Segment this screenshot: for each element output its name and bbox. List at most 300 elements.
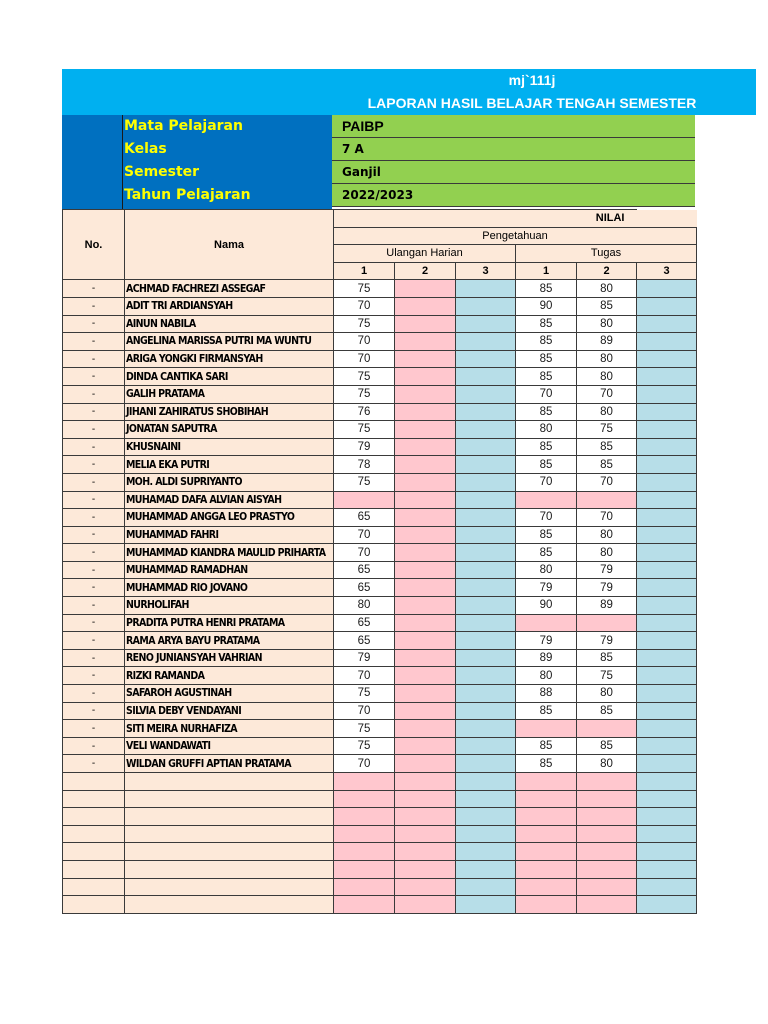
tugas-1-cell[interactable]: 79 bbox=[516, 579, 577, 597]
header-ulangan-harian: Ulangan Harian bbox=[334, 245, 516, 263]
blank-cell[interactable] bbox=[456, 843, 516, 861]
tugas-2-cell[interactable] bbox=[577, 614, 637, 632]
row-no: - bbox=[63, 350, 125, 368]
header-tugas-2: 2 bbox=[577, 262, 637, 280]
tugas-1-cell[interactable]: 85 bbox=[516, 315, 577, 333]
header-uh-1: 1 bbox=[334, 262, 395, 280]
uh-3-cell[interactable] bbox=[456, 720, 516, 738]
row-no: - bbox=[63, 333, 125, 351]
uh-1-cell[interactable]: 75 bbox=[334, 385, 395, 403]
blank-cell[interactable] bbox=[637, 773, 697, 791]
blank-cell[interactable] bbox=[334, 808, 395, 826]
blank-cell bbox=[63, 896, 125, 914]
header-nilai-extra bbox=[637, 210, 697, 228]
tugas-1-cell[interactable]: 79 bbox=[516, 632, 577, 650]
blank-cell[interactable] bbox=[577, 773, 637, 791]
tugas-2-cell[interactable]: 85 bbox=[577, 702, 637, 720]
uh-1-cell[interactable]: 75 bbox=[334, 737, 395, 755]
uh-1-cell[interactable]: 70 bbox=[334, 526, 395, 544]
blank-cell[interactable] bbox=[577, 878, 637, 896]
tugas-1-cell[interactable]: 85 bbox=[516, 438, 577, 456]
tugas-2-cell[interactable]: 70 bbox=[577, 385, 637, 403]
uh-2-cell[interactable] bbox=[395, 667, 456, 685]
tugas-3-cell[interactable] bbox=[637, 456, 697, 474]
tugas-3-cell[interactable] bbox=[637, 544, 697, 562]
row-no: - bbox=[63, 561, 125, 579]
table-row bbox=[63, 438, 697, 456]
blank-cell[interactable] bbox=[637, 860, 697, 878]
row-no: - bbox=[63, 438, 125, 456]
tugas-2-cell[interactable]: 89 bbox=[577, 333, 637, 351]
tugas-2-cell[interactable]: 80 bbox=[577, 685, 637, 703]
uh-3-cell[interactable] bbox=[456, 280, 516, 298]
uh-3-cell[interactable] bbox=[456, 702, 516, 720]
tugas-2-cell[interactable]: 80 bbox=[577, 350, 637, 368]
tugas-2-cell[interactable]: 75 bbox=[577, 667, 637, 685]
tugas-1-cell[interactable]: 85 bbox=[516, 737, 577, 755]
tugas-1-cell[interactable]: 80 bbox=[516, 667, 577, 685]
uh-3-cell[interactable] bbox=[456, 456, 516, 474]
tugas-2-cell[interactable]: 70 bbox=[577, 473, 637, 491]
uh-2-cell[interactable] bbox=[395, 421, 456, 439]
blank-cell[interactable] bbox=[334, 790, 395, 808]
blank-cell bbox=[125, 825, 334, 843]
blank-cell[interactable] bbox=[637, 808, 697, 826]
table-row bbox=[63, 491, 697, 509]
blank-cell bbox=[125, 808, 334, 826]
blank-cell[interactable] bbox=[334, 860, 395, 878]
tugas-2-cell[interactable]: 85 bbox=[577, 297, 637, 315]
value-mata-pelajaran: PAIBP bbox=[342, 118, 384, 134]
report-code: mj`111j bbox=[508, 72, 556, 88]
row-no: - bbox=[63, 667, 125, 685]
uh-2-cell[interactable] bbox=[395, 315, 456, 333]
tugas-1-cell[interactable]: 85 bbox=[516, 544, 577, 562]
blank-cell[interactable] bbox=[395, 808, 456, 826]
uh-2-cell[interactable] bbox=[395, 632, 456, 650]
blank-cell[interactable] bbox=[395, 896, 456, 914]
blank-row bbox=[63, 825, 697, 843]
tugas-2-cell[interactable] bbox=[577, 491, 637, 509]
tugas-3-cell[interactable] bbox=[637, 403, 697, 421]
tugas-2-cell[interactable]: 80 bbox=[577, 755, 637, 773]
report-banner bbox=[62, 69, 756, 115]
blank-cell bbox=[125, 773, 334, 791]
blank-row bbox=[63, 843, 697, 861]
uh-3-cell[interactable] bbox=[456, 333, 516, 351]
student-name: NURHOLIFAH bbox=[125, 597, 334, 615]
info-panel bbox=[62, 115, 695, 209]
tugas-3-cell[interactable] bbox=[637, 614, 697, 632]
uh-3-cell[interactable] bbox=[456, 350, 516, 368]
row-no: - bbox=[63, 544, 125, 562]
blank-cell[interactable] bbox=[456, 896, 516, 914]
blank-cell[interactable] bbox=[577, 825, 637, 843]
uh-1-cell[interactable]: 70 bbox=[334, 702, 395, 720]
value-semester: Ganjil bbox=[342, 165, 381, 179]
blank-cell[interactable] bbox=[516, 896, 577, 914]
uh-2-cell[interactable] bbox=[395, 702, 456, 720]
header-uh-3: 3 bbox=[456, 262, 516, 280]
tugas-1-cell[interactable]: 85 bbox=[516, 702, 577, 720]
blank-cell[interactable] bbox=[395, 825, 456, 843]
tugas-2-cell[interactable]: 80 bbox=[577, 280, 637, 298]
uh-3-cell[interactable] bbox=[456, 385, 516, 403]
uh-2-cell[interactable] bbox=[395, 456, 456, 474]
tugas-2-cell[interactable]: 80 bbox=[577, 526, 637, 544]
tugas-3-cell[interactable] bbox=[637, 315, 697, 333]
tugas-3-cell[interactable] bbox=[637, 597, 697, 615]
header-tugas-1: 1 bbox=[516, 262, 577, 280]
row-no: - bbox=[63, 720, 125, 738]
tugas-3-cell[interactable] bbox=[637, 667, 697, 685]
tugas-3-cell[interactable] bbox=[637, 438, 697, 456]
table-row bbox=[63, 561, 697, 579]
uh-2-cell[interactable] bbox=[395, 737, 456, 755]
uh-2-cell[interactable] bbox=[395, 720, 456, 738]
tugas-2-cell[interactable]: 75 bbox=[577, 421, 637, 439]
uh-1-cell[interactable]: 78 bbox=[334, 456, 395, 474]
uh-1-cell[interactable]: 65 bbox=[334, 632, 395, 650]
uh-1-cell[interactable]: 70 bbox=[334, 297, 395, 315]
blank-row bbox=[63, 773, 697, 791]
uh-1-cell[interactable]: 75 bbox=[334, 685, 395, 703]
tugas-3-cell[interactable] bbox=[637, 333, 697, 351]
uh-1-cell[interactable]: 70 bbox=[334, 333, 395, 351]
uh-2-cell[interactable] bbox=[395, 649, 456, 667]
uh-2-cell[interactable] bbox=[395, 685, 456, 703]
student-name: JIHANI ZAHIRATUS SHOBIHAH bbox=[125, 403, 334, 421]
blank-cell[interactable] bbox=[637, 896, 697, 914]
uh-1-cell[interactable]: 75 bbox=[334, 473, 395, 491]
uh-1-cell[interactable]: 75 bbox=[334, 421, 395, 439]
tugas-3-cell[interactable] bbox=[637, 509, 697, 527]
value-kelas-cell[interactable] bbox=[332, 138, 695, 161]
label-kelas: Kelas bbox=[124, 141, 167, 157]
row-no: - bbox=[63, 315, 125, 333]
tugas-1-cell[interactable]: 70 bbox=[516, 509, 577, 527]
blank-cell[interactable] bbox=[516, 860, 577, 878]
tugas-1-cell[interactable]: 70 bbox=[516, 385, 577, 403]
uh-3-cell[interactable] bbox=[456, 473, 516, 491]
tugas-3-cell[interactable] bbox=[637, 737, 697, 755]
uh-1-cell[interactable]: 70 bbox=[334, 755, 395, 773]
blank-cell[interactable] bbox=[516, 878, 577, 896]
tugas-2-cell[interactable]: 80 bbox=[577, 368, 637, 386]
uh-3-cell[interactable] bbox=[456, 597, 516, 615]
tugas-3-cell[interactable] bbox=[637, 720, 697, 738]
blank-cell[interactable] bbox=[334, 878, 395, 896]
blank-cell[interactable] bbox=[577, 790, 637, 808]
table-row bbox=[63, 350, 697, 368]
uh-1-cell[interactable]: 70 bbox=[334, 350, 395, 368]
uh-3-cell[interactable] bbox=[456, 438, 516, 456]
uh-1-cell[interactable]: 75 bbox=[334, 720, 395, 738]
uh-2-cell[interactable] bbox=[395, 368, 456, 386]
header-tugas: Tugas bbox=[516, 245, 697, 263]
uh-2-cell[interactable] bbox=[395, 350, 456, 368]
tugas-3-cell[interactable] bbox=[637, 421, 697, 439]
uh-3-cell[interactable] bbox=[456, 649, 516, 667]
uh-2-cell[interactable] bbox=[395, 526, 456, 544]
row-no: - bbox=[63, 473, 125, 491]
blank-cell[interactable] bbox=[577, 860, 637, 878]
student-name: VELI WANDAWATI bbox=[125, 737, 334, 755]
blank-cell[interactable] bbox=[637, 790, 697, 808]
blank-cell[interactable] bbox=[395, 790, 456, 808]
blank-cell bbox=[125, 878, 334, 896]
tugas-3-cell[interactable] bbox=[637, 350, 697, 368]
tugas-2-cell[interactable]: 79 bbox=[577, 632, 637, 650]
row-no: - bbox=[63, 297, 125, 315]
uh-1-cell[interactable]: 75 bbox=[334, 280, 395, 298]
tugas-2-cell[interactable]: 79 bbox=[577, 561, 637, 579]
blank-cell[interactable] bbox=[456, 878, 516, 896]
table-row bbox=[63, 667, 697, 685]
uh-2-cell[interactable] bbox=[395, 333, 456, 351]
uh-3-cell[interactable] bbox=[456, 737, 516, 755]
uh-3-cell[interactable] bbox=[456, 561, 516, 579]
tugas-2-cell[interactable]: 85 bbox=[577, 737, 637, 755]
tugas-3-cell[interactable] bbox=[637, 297, 697, 315]
table-row bbox=[63, 526, 697, 544]
tugas-2-cell[interactable]: 79 bbox=[577, 579, 637, 597]
table-row bbox=[63, 421, 697, 439]
blank-cell[interactable] bbox=[456, 860, 516, 878]
uh-2-cell[interactable] bbox=[395, 509, 456, 527]
table-row bbox=[63, 368, 697, 386]
uh-2-cell[interactable] bbox=[395, 597, 456, 615]
uh-2-cell[interactable] bbox=[395, 544, 456, 562]
blank-cell[interactable] bbox=[334, 843, 395, 861]
uh-1-cell[interactable]: 75 bbox=[334, 315, 395, 333]
blank-cell[interactable] bbox=[516, 773, 577, 791]
student-name: ANGELINA MARISSA PUTRI MA WUNTU bbox=[125, 333, 334, 351]
uh-2-cell[interactable] bbox=[395, 473, 456, 491]
uh-3-cell[interactable] bbox=[456, 632, 516, 650]
tugas-3-cell[interactable] bbox=[637, 385, 697, 403]
blank-cell[interactable] bbox=[516, 808, 577, 826]
blank-row bbox=[63, 878, 697, 896]
row-no: - bbox=[63, 649, 125, 667]
table-row bbox=[63, 720, 697, 738]
row-no: - bbox=[63, 456, 125, 474]
blank-cell bbox=[63, 843, 125, 861]
tugas-3-cell[interactable] bbox=[637, 473, 697, 491]
uh-1-cell[interactable]: 65 bbox=[334, 579, 395, 597]
tugas-2-cell[interactable] bbox=[577, 720, 637, 738]
uh-1-cell[interactable]: 79 bbox=[334, 438, 395, 456]
tugas-1-cell[interactable]: 85 bbox=[516, 403, 577, 421]
uh-3-cell[interactable] bbox=[456, 685, 516, 703]
row-no: - bbox=[63, 755, 125, 773]
blank-cell[interactable] bbox=[334, 825, 395, 843]
uh-3-cell[interactable] bbox=[456, 491, 516, 509]
tugas-3-cell[interactable] bbox=[637, 649, 697, 667]
tugas-1-cell[interactable]: 90 bbox=[516, 597, 577, 615]
blank-cell[interactable] bbox=[334, 896, 395, 914]
tugas-2-cell[interactable]: 70 bbox=[577, 509, 637, 527]
tugas-1-cell[interactable]: 85 bbox=[516, 280, 577, 298]
blank-row bbox=[63, 860, 697, 878]
blank-cell[interactable] bbox=[395, 860, 456, 878]
blank-cell bbox=[125, 860, 334, 878]
uh-3-cell[interactable] bbox=[456, 421, 516, 439]
student-name: MUHAMAD DAFA ALVIAN AISYAH bbox=[125, 491, 334, 509]
uh-2-cell[interactable] bbox=[395, 579, 456, 597]
blank-cell[interactable] bbox=[456, 825, 516, 843]
blank-cell[interactable] bbox=[395, 878, 456, 896]
uh-1-cell[interactable]: 70 bbox=[334, 544, 395, 562]
tugas-2-cell[interactable]: 89 bbox=[577, 597, 637, 615]
tugas-1-cell[interactable]: 85 bbox=[516, 350, 577, 368]
table-row bbox=[63, 297, 697, 315]
tugas-1-cell[interactable]: 70 bbox=[516, 473, 577, 491]
blank-cell[interactable] bbox=[395, 773, 456, 791]
tugas-1-cell[interactable]: 90 bbox=[516, 297, 577, 315]
tugas-3-cell[interactable] bbox=[637, 702, 697, 720]
table-row bbox=[63, 473, 697, 491]
tugas-3-cell[interactable] bbox=[637, 526, 697, 544]
uh-2-cell[interactable] bbox=[395, 385, 456, 403]
tugas-3-cell[interactable] bbox=[637, 561, 697, 579]
uh-3-cell[interactable] bbox=[456, 315, 516, 333]
blank-cell[interactable] bbox=[516, 825, 577, 843]
tugas-2-cell[interactable]: 80 bbox=[577, 544, 637, 562]
tugas-3-cell[interactable] bbox=[637, 491, 697, 509]
uh-3-cell[interactable] bbox=[456, 544, 516, 562]
blank-cell[interactable] bbox=[637, 843, 697, 861]
table-row bbox=[63, 509, 697, 527]
row-no: - bbox=[63, 597, 125, 615]
student-name: MUHAMMAD FAHRI bbox=[125, 526, 334, 544]
student-name: RIZKI RAMANDA bbox=[125, 667, 334, 685]
blank-cell[interactable] bbox=[577, 808, 637, 826]
uh-3-cell[interactable] bbox=[456, 614, 516, 632]
tugas-2-cell[interactable]: 80 bbox=[577, 403, 637, 421]
table-row bbox=[63, 737, 697, 755]
uh-2-cell[interactable] bbox=[395, 297, 456, 315]
tugas-1-cell[interactable] bbox=[516, 720, 577, 738]
uh-2-cell[interactable] bbox=[395, 614, 456, 632]
blank-cell[interactable] bbox=[334, 773, 395, 791]
tugas-1-cell[interactable]: 85 bbox=[516, 333, 577, 351]
tugas-1-cell[interactable]: 89 bbox=[516, 649, 577, 667]
student-name: PRADITA PUTRA HENRI PRATAMA bbox=[125, 614, 334, 632]
value-tahun-cell[interactable] bbox=[332, 184, 695, 207]
blank-cell[interactable] bbox=[577, 896, 637, 914]
tugas-1-cell[interactable]: 85 bbox=[516, 456, 577, 474]
uh-3-cell[interactable] bbox=[456, 297, 516, 315]
table-row bbox=[63, 702, 697, 720]
uh-3-cell[interactable] bbox=[456, 509, 516, 527]
blank-cell[interactable] bbox=[577, 843, 637, 861]
uh-1-cell[interactable]: 76 bbox=[334, 403, 395, 421]
value-mata-pelajaran-cell[interactable] bbox=[332, 115, 695, 138]
blank-cell[interactable] bbox=[456, 808, 516, 826]
blank-cell bbox=[63, 773, 125, 791]
tugas-3-cell[interactable] bbox=[637, 280, 697, 298]
blank-cell[interactable] bbox=[516, 843, 577, 861]
tugas-2-cell[interactable]: 85 bbox=[577, 438, 637, 456]
tugas-1-cell[interactable]: 85 bbox=[516, 368, 577, 386]
row-no: - bbox=[63, 421, 125, 439]
student-name: GALIH PRATAMA bbox=[125, 385, 334, 403]
blank-row bbox=[63, 790, 697, 808]
tugas-2-cell[interactable]: 85 bbox=[577, 649, 637, 667]
table-row bbox=[63, 456, 697, 474]
tugas-2-cell[interactable]: 85 bbox=[577, 456, 637, 474]
uh-1-cell[interactable]: 65 bbox=[334, 614, 395, 632]
tugas-1-cell[interactable] bbox=[516, 614, 577, 632]
uh-2-cell[interactable] bbox=[395, 438, 456, 456]
student-name: RAMA ARYA BAYU PRATAMA bbox=[125, 632, 334, 650]
uh-1-cell[interactable]: 65 bbox=[334, 509, 395, 527]
blank-cell[interactable] bbox=[456, 773, 516, 791]
student-name: SITI MEIRA NURHAFIZA bbox=[125, 720, 334, 738]
tugas-3-cell[interactable] bbox=[637, 755, 697, 773]
student-name: MUHAMMAD ANGGA LEO PRASTYO bbox=[125, 509, 334, 527]
uh-2-cell[interactable] bbox=[395, 403, 456, 421]
tugas-2-cell[interactable]: 80 bbox=[577, 315, 637, 333]
tugas-3-cell[interactable] bbox=[637, 579, 697, 597]
uh-1-cell[interactable]: 80 bbox=[334, 597, 395, 615]
uh-3-cell[interactable] bbox=[456, 755, 516, 773]
row-no: - bbox=[63, 509, 125, 527]
header-nilai: NILAI bbox=[334, 210, 637, 228]
blank-cell[interactable] bbox=[637, 878, 697, 896]
student-name: MELIA EKA PUTRI bbox=[125, 456, 334, 474]
table-row bbox=[63, 315, 697, 333]
tugas-3-cell[interactable] bbox=[637, 368, 697, 386]
uh-1-cell[interactable]: 70 bbox=[334, 667, 395, 685]
tugas-1-cell[interactable]: 80 bbox=[516, 561, 577, 579]
uh-2-cell[interactable] bbox=[395, 280, 456, 298]
uh-3-cell[interactable] bbox=[456, 579, 516, 597]
blank-cell bbox=[63, 808, 125, 826]
blank-cell[interactable] bbox=[637, 825, 697, 843]
tugas-1-cell[interactable]: 85 bbox=[516, 755, 577, 773]
row-no: - bbox=[63, 526, 125, 544]
tugas-3-cell[interactable] bbox=[637, 685, 697, 703]
blank-cell[interactable] bbox=[395, 843, 456, 861]
uh-2-cell[interactable] bbox=[395, 561, 456, 579]
value-semester-cell[interactable] bbox=[332, 161, 695, 184]
uh-1-cell[interactable]: 65 bbox=[334, 561, 395, 579]
tugas-1-cell[interactable]: 85 bbox=[516, 526, 577, 544]
uh-1-cell[interactable]: 75 bbox=[334, 368, 395, 386]
blank-row bbox=[63, 808, 697, 826]
blank-cell bbox=[63, 790, 125, 808]
tugas-1-cell[interactable]: 88 bbox=[516, 685, 577, 703]
uh-3-cell[interactable] bbox=[456, 403, 516, 421]
uh-3-cell[interactable] bbox=[456, 667, 516, 685]
table-row bbox=[63, 579, 697, 597]
tugas-1-cell[interactable] bbox=[516, 491, 577, 509]
uh-1-cell[interactable] bbox=[334, 491, 395, 509]
row-no: - bbox=[63, 280, 125, 298]
tugas-1-cell[interactable]: 80 bbox=[516, 421, 577, 439]
uh-1-cell[interactable]: 79 bbox=[334, 649, 395, 667]
uh-2-cell[interactable] bbox=[395, 755, 456, 773]
blank-cell[interactable] bbox=[516, 790, 577, 808]
uh-3-cell[interactable] bbox=[456, 368, 516, 386]
blank-cell[interactable] bbox=[456, 790, 516, 808]
uh-2-cell[interactable] bbox=[395, 491, 456, 509]
tugas-3-cell[interactable] bbox=[637, 632, 697, 650]
uh-3-cell[interactable] bbox=[456, 526, 516, 544]
student-name: RENO JUNIANSYAH VAHRIAN bbox=[125, 649, 334, 667]
